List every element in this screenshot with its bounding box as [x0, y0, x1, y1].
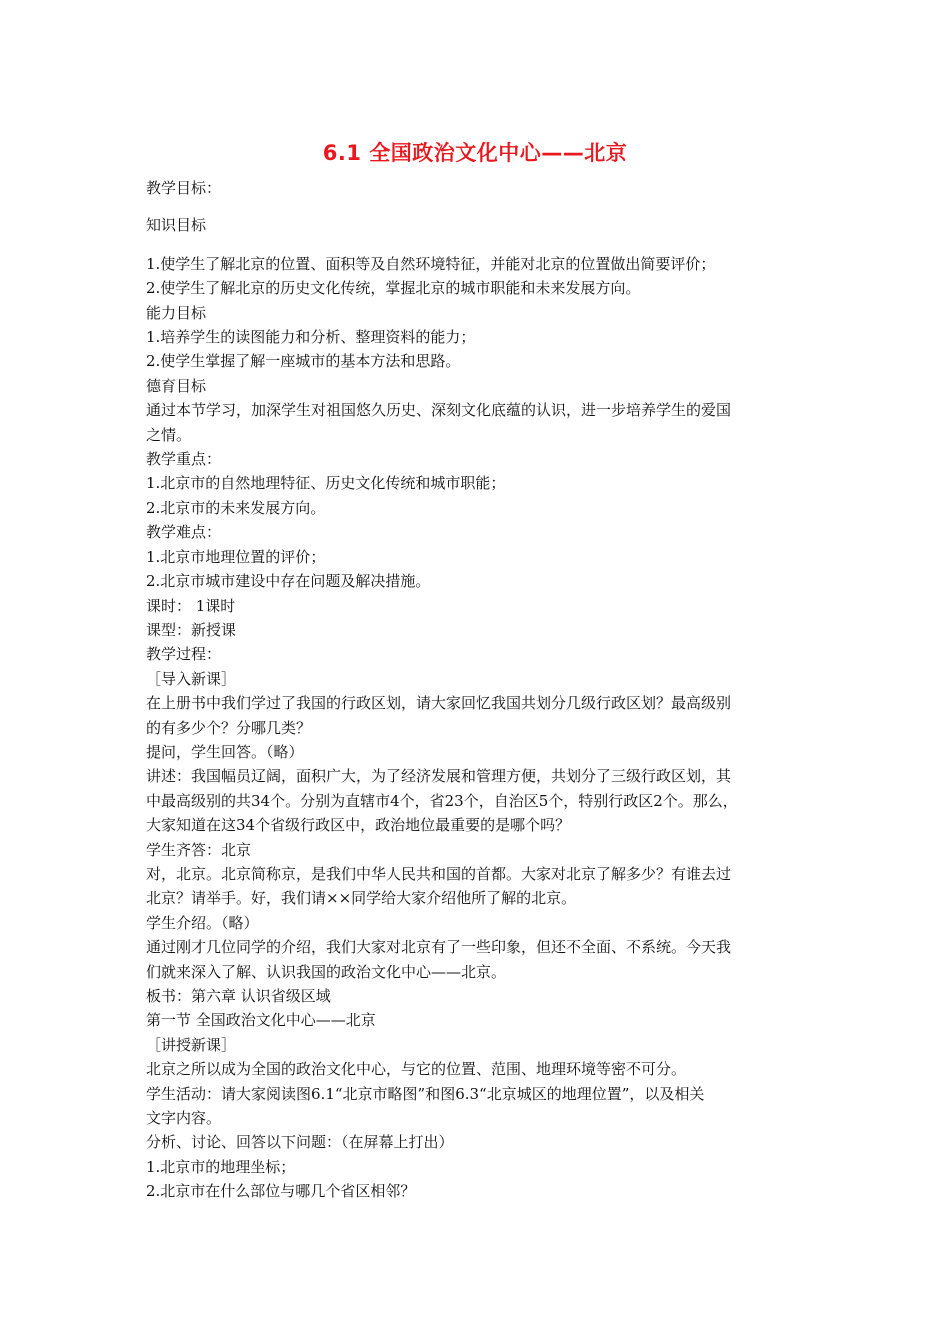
text-line: 2.使学生掌握了解一座城市的基本方法和思路。	[146, 352, 461, 371]
text-line: 讲述：我国幅员辽阔，面积广大，为了经济发展和管理方便，共划分了三级行政区划，其	[146, 767, 732, 786]
text-line: 之情。	[146, 425, 192, 444]
text-line: 教学目标：	[146, 179, 222, 197]
text-line: 对，北京。北京简称京，是我们中华人民共和国的首都。大家对北京了解多少？有谁去过	[146, 864, 732, 883]
text-line: 知识目标	[146, 216, 207, 235]
text-line: 们就来深入了解、认识我国的政治文化中心——北京。	[146, 962, 507, 981]
text-line: 在上册书中我们学过了我国的行政区划，请大家回忆我国共划分几级行政区划？最高级别	[146, 694, 732, 713]
text-line: 板书：第六章 认识省级区域	[146, 987, 331, 1005]
text-line: 的有多少个？分哪几类？	[146, 718, 312, 737]
document-title: 6.1 全国政治文化中心——北京	[322, 141, 628, 166]
text-line: 学生活动：请大家阅读图6.1“北京市略图”和图6.3“北京城区的地理位置”，以及相关	[146, 1084, 705, 1103]
text-line: 1.北京市地理位置的评价；	[146, 547, 326, 566]
text-line: 通过本节学习，加深学生对祖国悠久历史、深刻文化底蕴的认识，进一步培养学生的爱国	[146, 401, 732, 420]
text-line: 课型：新授课	[146, 620, 237, 639]
text-line: 提问，学生回答。（略）	[146, 742, 304, 761]
text-line: 学生介绍。（略）	[146, 913, 259, 932]
text-line: 中最高级别的共34个。分别为直辖市4个，省23个，自治区5个，特别行政区2个。那么，	[146, 791, 738, 810]
text-line: 能力目标	[146, 303, 207, 322]
text-line: ［讲授新课］	[146, 1035, 237, 1054]
text-line: 学生齐答：北京	[146, 840, 252, 859]
text-line: 北京？请举手。好，我们请××同学给大家介绍他所了解的北京。	[146, 889, 577, 908]
text-line: 1.北京市的自然地理特征、历史文化传统和城市职能；	[146, 474, 506, 493]
text-line: 1.培养学生的读图能力和分析、整理资料的能力；	[146, 328, 476, 347]
text-line: 1.北京市的地理坐标；	[146, 1157, 296, 1176]
text-line: 1.使学生了解北京的位置、面积等及自然环境特征，并能对北京的位置做出简要评价；	[146, 254, 716, 273]
text-line: 教学难点：	[146, 523, 222, 542]
text-line: 文字内容。	[146, 1109, 222, 1128]
text-line: 大家知道在这34个省级行政区中，政治地位最重要的是哪个吗？	[146, 816, 571, 835]
text-line: 通过刚才几位同学的介绍，我们大家对北京有了一些印象，但还不全面、不系统。今天我	[146, 938, 732, 957]
text-line: 第一节 全国政治文化中心——北京	[146, 1011, 376, 1030]
text-line: 教学重点：	[146, 450, 222, 469]
text-line: 2.使学生了解北京的历史文化传统，掌握北京的城市职能和未来发展方向。	[146, 279, 641, 298]
document-body	[146, 176, 816, 1204]
text-line: 2.北京市城市建设中存在问题及解决措施。	[146, 572, 431, 591]
text-line: 2.北京市在什么部位与哪几个省区相邻？	[146, 1182, 416, 1201]
text-line: 教学过程：	[146, 645, 222, 664]
text-line: 德育目标	[146, 376, 207, 395]
text-line: 课时： 1课时	[146, 596, 236, 615]
text-line: 北京之所以成为全国的政治文化中心，与它的位置、范围、地理环境等密不可分。	[146, 1060, 687, 1079]
text-line: 分析、讨论、回答以下问题：（在屏幕上打出）	[146, 1133, 454, 1152]
text-line: 2.北京市的未来发展方向。	[146, 498, 326, 517]
text-line: ［导入新课］	[146, 669, 237, 688]
